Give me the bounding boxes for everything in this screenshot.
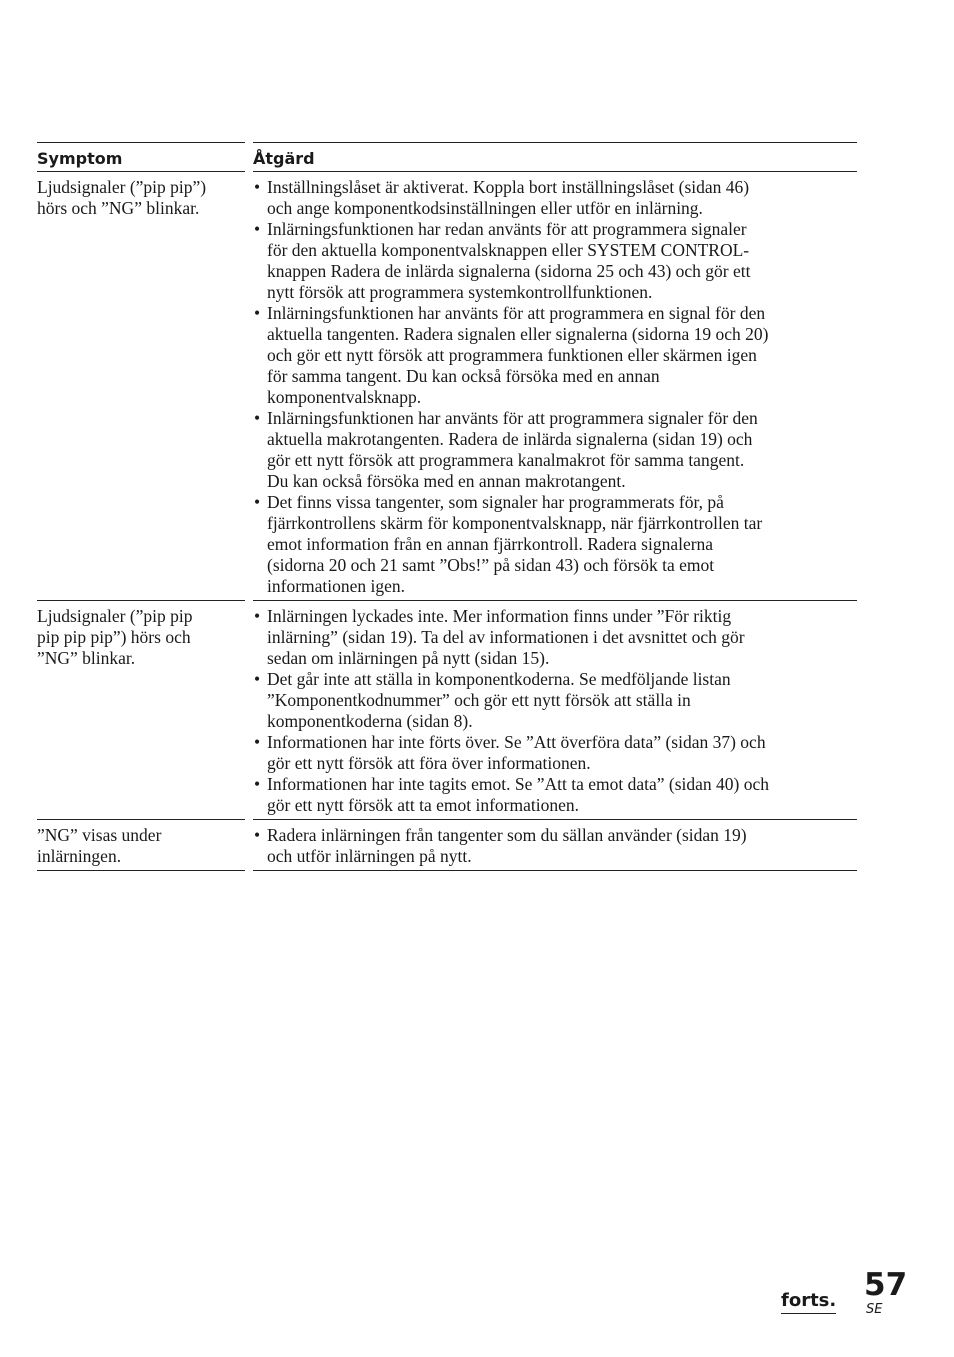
bullet-icon: •	[254, 825, 261, 845]
table-row	[37, 601, 857, 820]
list-item	[253, 774, 857, 816]
action-list	[253, 177, 857, 597]
action-text: Inlärningen lyckades inte. Mer information finns under ”För riktig inlärning” (sidan 19). Ta del av informationen i det avsnittet och gör sedan om inlärningen på nytt (sidan 15).	[267, 606, 745, 668]
bullet-icon: •	[254, 408, 261, 428]
action-list	[253, 825, 857, 867]
list-item	[253, 408, 857, 492]
list-item	[253, 219, 857, 303]
header-symptom: Symptom	[37, 142, 245, 172]
list-item	[253, 303, 857, 408]
bullet-icon: •	[254, 669, 261, 689]
action-list	[253, 606, 857, 816]
list-item	[253, 669, 857, 732]
list-item	[253, 492, 857, 597]
action-text: Det går inte att ställa in komponentkoderna. Se medföljande listan ”Komponentkodnummer” och gör ett nytt försök att ställa in komponentkoderna (sidan 8).	[267, 669, 731, 731]
list-item	[253, 606, 857, 669]
bullet-icon: •	[254, 732, 261, 752]
action-text: Inlärningsfunktionen har använts för att programmera signaler för den aktuella makrotangenten. Radera de inlärda signalerna (sidan 19) och gör ett nytt försök att programmera kanalmakrot för samma tangent. Du kan också försöka med en annan makrotangent.	[267, 408, 758, 491]
header-action: Åtgärd	[253, 142, 857, 172]
list-item	[253, 177, 857, 219]
continued-label: forts.	[781, 1290, 836, 1314]
bullet-icon: •	[254, 606, 261, 626]
bullet-icon: •	[254, 492, 261, 512]
bullet-icon: •	[254, 774, 261, 794]
troubleshooting-table	[37, 142, 857, 871]
action-cell	[253, 601, 857, 820]
action-text: Inställningslåset är aktiverat. Koppla bort inställningslåset (sidan 46) och ange komponentkodsinställningen eller utför en inlärning.	[267, 177, 750, 218]
symptom-cell: Ljudsignaler (”pip pip pip pip pip”) hörs och ”NG” blinkar.	[37, 601, 245, 820]
action-text: Inlärningsfunktionen har använts för att programmera en signal för den aktuella tangenten. Radera signalen eller signalerna (sidorna 19 och 20) och gör ett nytt försök att programmera funktionen eller skärmen igen för samma tangent. Du kan också försöka med en annan komponentvalsknapp.	[267, 303, 769, 407]
table-header	[37, 142, 857, 172]
list-item	[253, 732, 857, 774]
action-text: Informationen har inte förts över. Se ”Att överföra data” (sidan 37) och gör ett nytt försök att föra över informationen.	[267, 732, 766, 773]
action-text: Det finns vissa tangenter, som signaler har programmerats för, på fjärrkontrollens skärm för komponentvalsknapp, när fjärrkontrollen tar emot information från en annan fjärrkontroll. Radera signalerna (sidorna 20 och 21 samt ”Obs!” på sidan 43) och försök ta emot informationen igen.	[267, 492, 763, 596]
language-code: SE	[866, 1302, 883, 1317]
bullet-icon: •	[254, 177, 261, 197]
table-row	[37, 172, 857, 601]
page-number: 57	[864, 1267, 908, 1303]
bullet-icon: •	[254, 303, 261, 323]
list-item	[253, 825, 857, 867]
action-cell	[253, 820, 857, 871]
bullet-icon: •	[254, 219, 261, 239]
action-text: Informationen har inte tagits emot. Se ”Att ta emot data” (sidan 40) och gör ett nytt försök att ta emot informationen.	[267, 774, 769, 815]
action-text: Inlärningsfunktionen har redan använts för att programmera signaler för den aktuella komponentvalsknappen eller SYSTEM CONTROL- knappen Radera de inlärda signalerna (sidorna 25 och 43) och gör ett nytt försök att programmera systemkontrollfunktionen.	[267, 219, 751, 302]
table-row	[37, 820, 857, 871]
action-cell	[253, 172, 857, 601]
symptom-cell: Ljudsignaler (”pip pip”) hörs och ”NG” blinkar.	[37, 172, 245, 601]
symptom-cell: ”NG” visas under inlärningen.	[37, 820, 245, 871]
action-text: Radera inlärningen från tangenter som du sällan använder (sidan 19) och utför inlärningen på nytt.	[267, 825, 747, 866]
